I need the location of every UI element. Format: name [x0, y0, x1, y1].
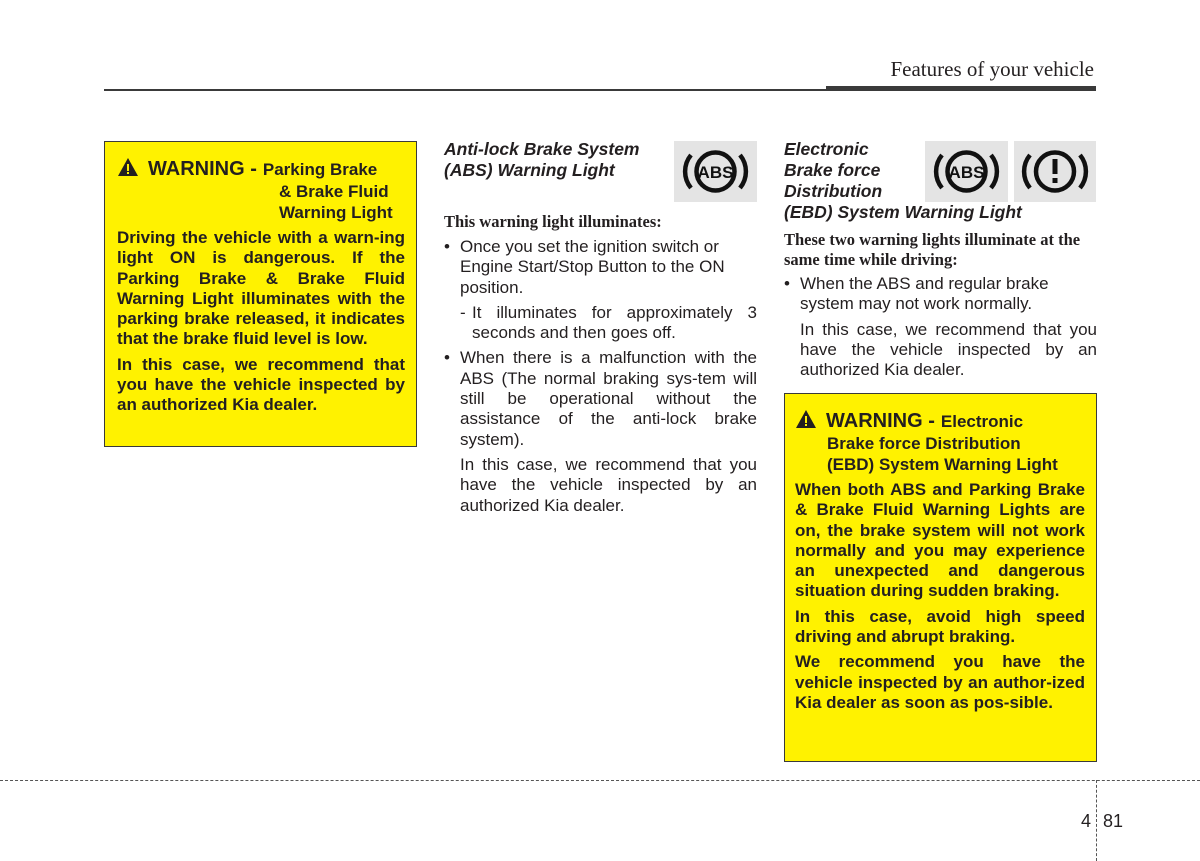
- warning-label: WARNING -: [826, 410, 935, 432]
- svg-text:ABS: ABS: [697, 163, 734, 182]
- footer-rule: [0, 780, 1200, 781]
- abs-section-heading: [444, 139, 672, 181]
- list-item: [784, 274, 1097, 315]
- list-item-text: Once you set the ignition switch or Engine Start/Stop Button to the ON position.: [460, 237, 725, 297]
- heading-line: (ABS) Warning Light: [444, 160, 615, 180]
- heading-line: Brake force: [784, 160, 881, 180]
- warning-paragraph: Driving the vehicle with a warn-ing light ON is dangerous. If the Parking Brake & Brake Fluid Warning Light illuminates with the parking brake released, it indicates that the brake fluid level is low.: [117, 228, 405, 349]
- bullet-icon: •: [444, 348, 450, 368]
- warning-label: WARNING -: [148, 158, 257, 180]
- warning-title-line-1: Parking Brake: [262, 160, 378, 179]
- ebd-note: In this case, we recommend that you have the vehicle inspected by an authorized Kia dealer.: [800, 319, 1097, 380]
- sub-list-item: [444, 303, 757, 344]
- chapter-number: 4: [1081, 811, 1092, 831]
- warning-triangle-icon: [117, 157, 139, 177]
- warning-title-line-2: Brake force Distribution: [827, 434, 1021, 453]
- list-item-text: When the ABS and regular brake system may not work normally.: [800, 274, 1049, 314]
- list-item-text: When there is a malfunction with the ABS (The normal braking sys-tem will still be operational without the assistance of the anti-lock brake system).: [460, 348, 757, 449]
- svg-text:ABS: ABS: [948, 163, 985, 182]
- warning-paragraph: In this case, we recommend that you have the vehicle inspected by an authorized Kia dealer.: [117, 354, 405, 415]
- warning-header: [117, 155, 405, 223]
- warning-title-line-1: Electronic: [940, 412, 1024, 431]
- brake-warning-icon: [1014, 141, 1096, 202]
- heading-line: (EBD) System Warning Light: [784, 202, 1022, 222]
- dash-icon: -: [460, 302, 466, 322]
- heading-line: Electronic: [784, 139, 869, 159]
- abs-note: In this case, we recommend that you have the vehicle inspected by an authorized Kia dealer.: [460, 454, 757, 515]
- warning-paragraph: We recommend you have the vehicle inspected by an author-ized Kia dealer as soon as pos-sible.: [795, 652, 1085, 712]
- warning-header: [795, 407, 1085, 475]
- page-header-title: Features of your vehicle: [890, 57, 1094, 81]
- bullet-icon: •: [444, 237, 450, 256]
- warning-title-line-3: (EBD) System Warning Light: [827, 455, 1058, 474]
- header-rule-accent: [826, 86, 1096, 91]
- abs-warning-icon: [674, 141, 757, 202]
- list-item: [444, 348, 757, 449]
- abs-intro: This warning light illuminates:: [444, 212, 662, 231]
- ebd-warning-box: [784, 393, 1097, 762]
- warning-paragraph: In this case, avoid high speed driving and abrupt braking.: [795, 606, 1085, 647]
- parking-brake-warning-box: [104, 141, 417, 447]
- warning-triangle-icon: [795, 409, 817, 429]
- page-number-divider: [1096, 780, 1097, 861]
- warning-title-line-2: & Brake Fluid: [279, 182, 389, 201]
- abs-warning-icon: [925, 141, 1008, 202]
- sub-list-item-text: It illuminates for approximately 3 seconds and then goes off.: [472, 302, 757, 343]
- list-item: [444, 237, 757, 298]
- abs-body: [444, 237, 757, 521]
- ebd-intro: These two warning lights illuminate at the same time while driving:: [784, 230, 1081, 269]
- heading-line: Anti-lock Brake System: [444, 139, 640, 159]
- warning-title-line-3: Warning Light: [279, 203, 393, 222]
- warning-paragraph: When both ABS and Parking Brake & Brake Fluid Warning Lights are on, the brake system will not work normally and you may experience an unexpected and dangerous situation during sudden braking.: [795, 480, 1085, 601]
- heading-line: Distribution: [784, 181, 883, 201]
- ebd-body: [784, 274, 1097, 385]
- page-number: 81: [1103, 811, 1124, 831]
- bullet-icon: •: [784, 274, 790, 293]
